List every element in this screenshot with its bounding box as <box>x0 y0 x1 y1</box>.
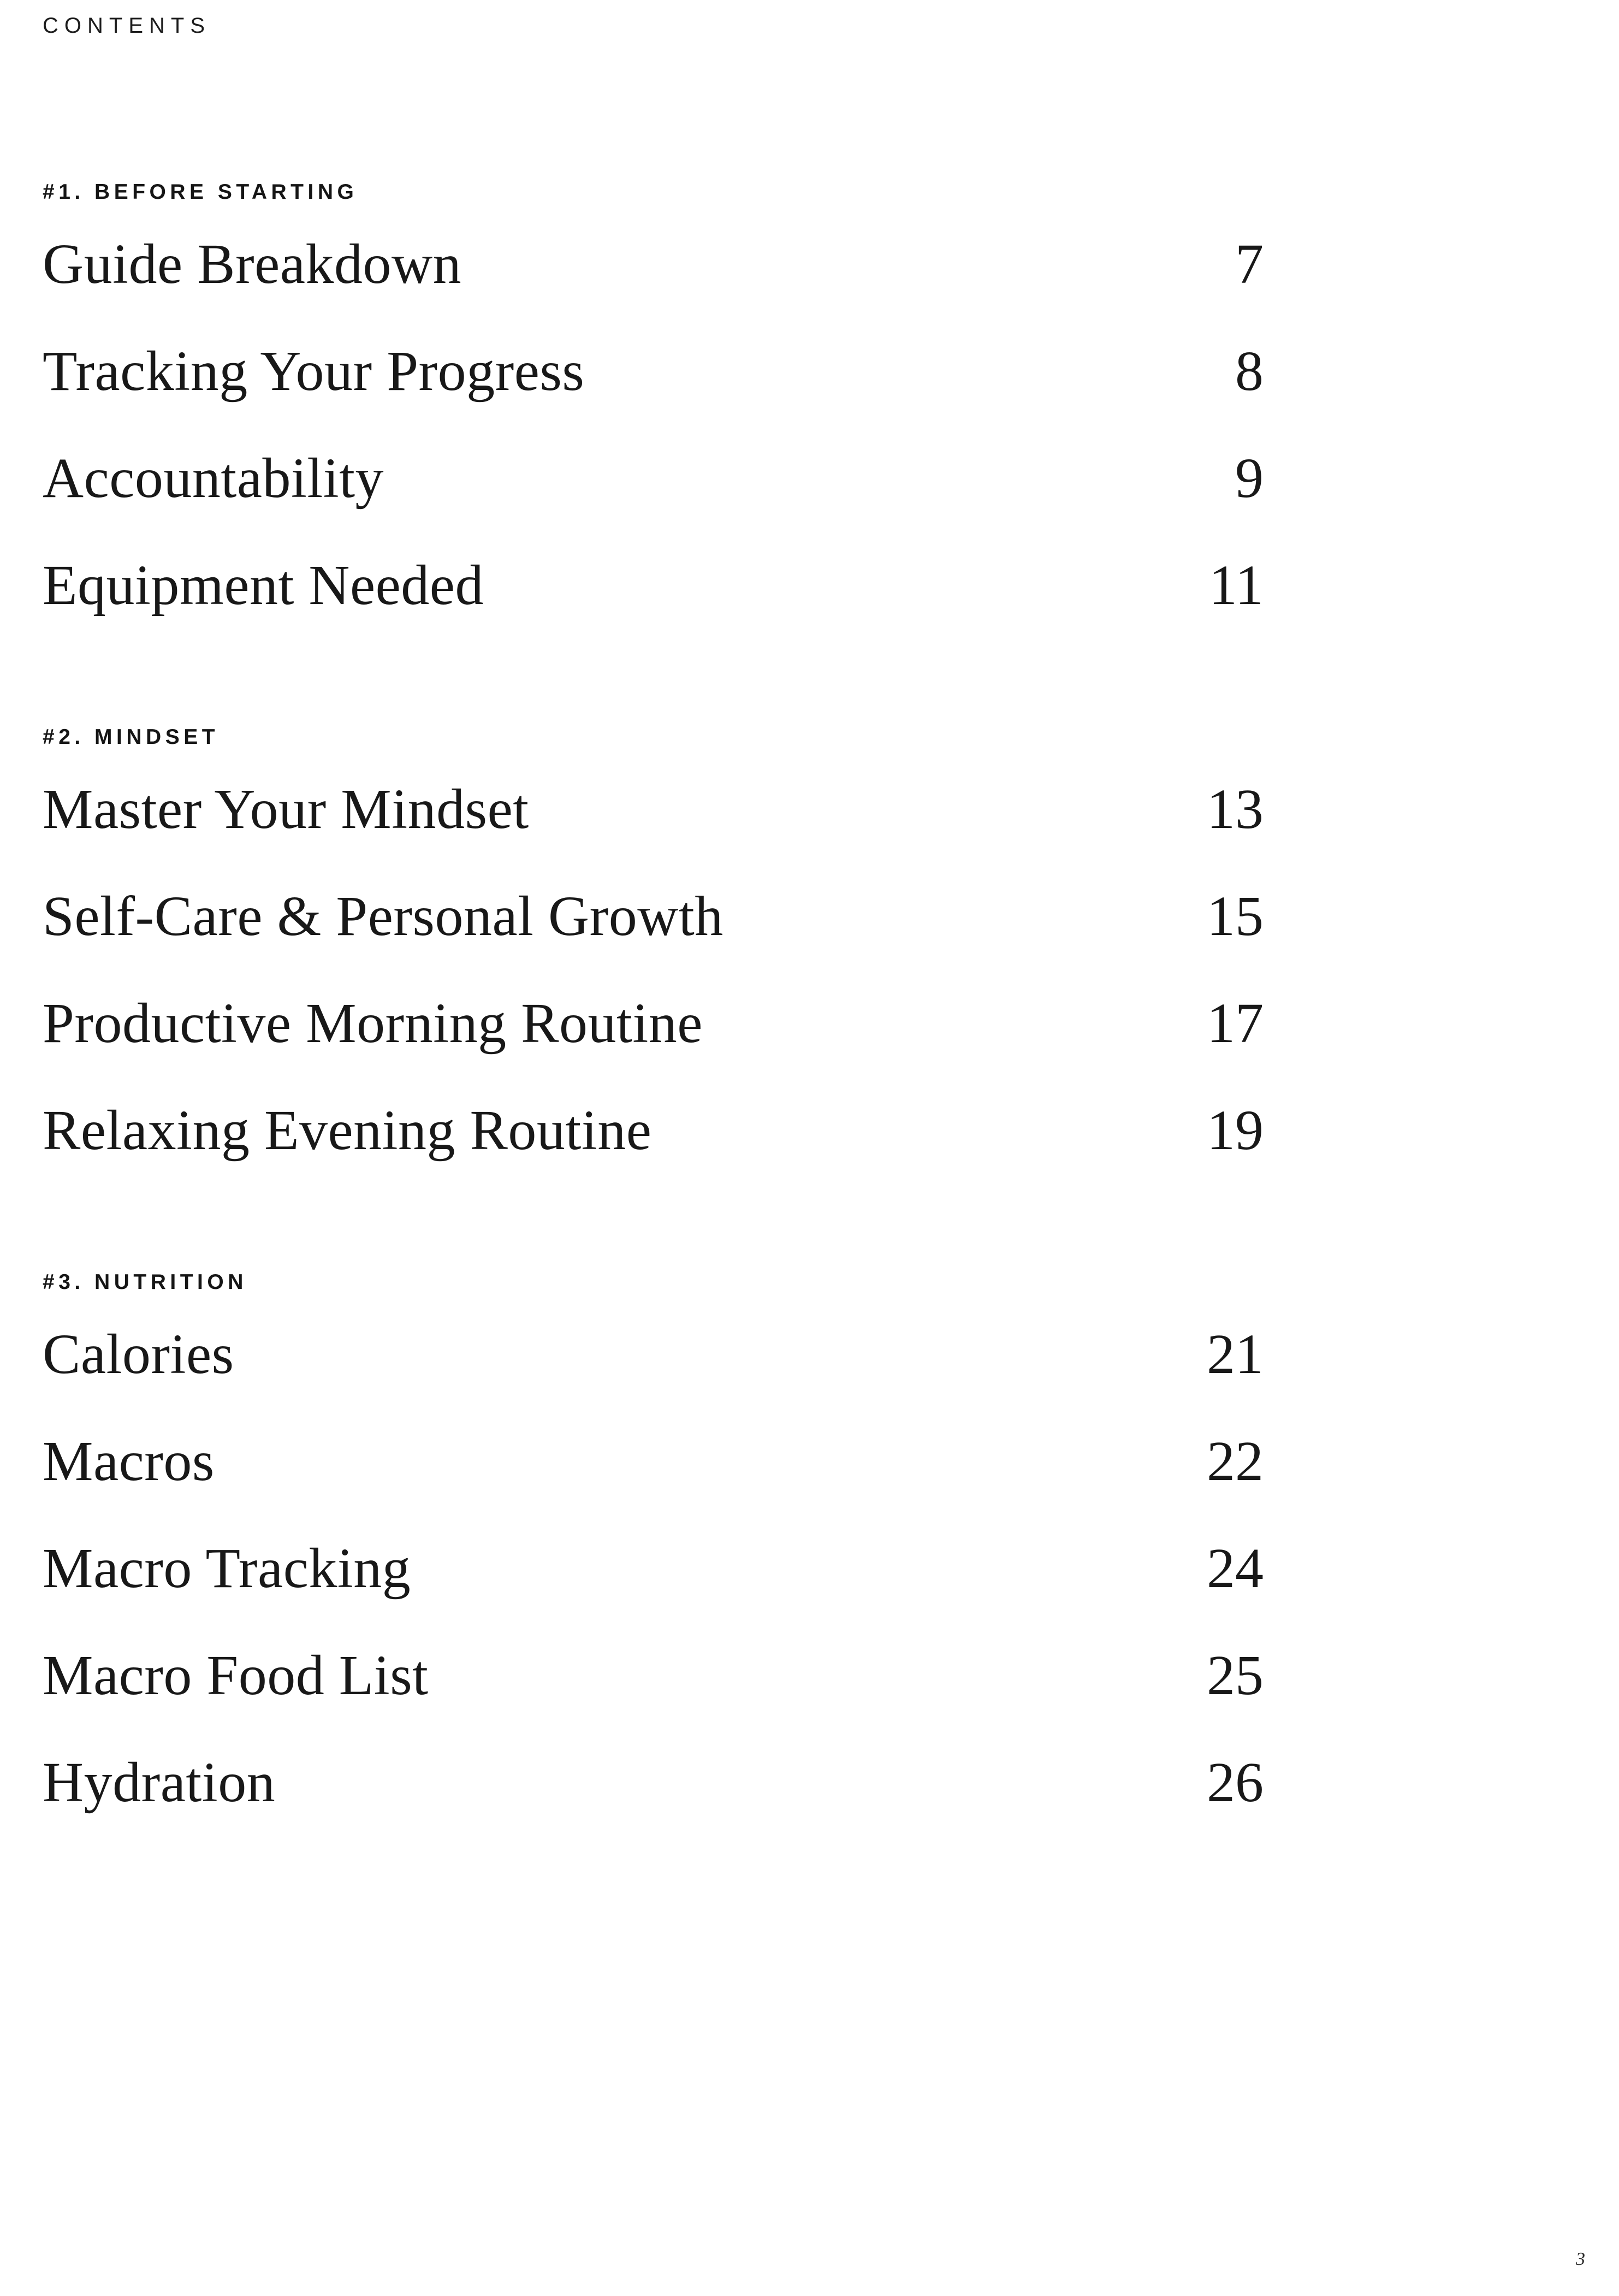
section-heading: #1. BEFORE STARTING <box>43 180 358 204</box>
toc-entry[interactable] <box>43 778 1266 888</box>
toc-entry[interactable] <box>43 1099 1266 1209</box>
toc-entry-page: 21 <box>1207 1323 1264 1386</box>
toc-entry[interactable] <box>43 233 1266 343</box>
toc-entry-title: Productive Morning Routine <box>43 992 703 1055</box>
toc-entry-page: 9 <box>1235 447 1264 510</box>
toc-entry[interactable] <box>43 447 1266 557</box>
toc-entry[interactable] <box>43 1323 1266 1433</box>
toc-entry-title: Tracking Your Progress <box>43 340 585 403</box>
toc-entry-title: Calories <box>43 1323 234 1386</box>
toc-entry-title: Macro Food List <box>43 1644 429 1707</box>
toc-entry-page: 8 <box>1235 340 1264 403</box>
toc-entry-title: Macro Tracking <box>43 1537 411 1600</box>
toc-entry[interactable] <box>43 1751 1266 1861</box>
toc-entry-page: 22 <box>1207 1430 1264 1493</box>
toc-entry[interactable] <box>43 1644 1266 1754</box>
toc-entry-title: Hydration <box>43 1751 276 1814</box>
toc-entry[interactable] <box>43 1537 1266 1647</box>
toc-entry-page: 15 <box>1207 885 1264 948</box>
toc-entry[interactable] <box>43 885 1266 995</box>
toc-sections <box>43 180 1266 1922</box>
toc-entry-title: Guide Breakdown <box>43 233 462 295</box>
toc-entry-page: 11 <box>1208 554 1264 617</box>
toc-section <box>43 725 1266 1209</box>
toc-entry[interactable] <box>43 554 1266 664</box>
toc-entry-page: 19 <box>1207 1099 1264 1162</box>
toc-entry-page: 17 <box>1207 992 1264 1055</box>
toc-entry[interactable] <box>43 1430 1266 1540</box>
toc-entry-page: 26 <box>1207 1751 1264 1814</box>
toc-entry[interactable] <box>43 992 1266 1102</box>
toc-entry-title: Macros <box>43 1430 215 1493</box>
toc-section <box>43 180 1266 664</box>
toc-entry-title: Self-Care & Personal Growth <box>43 885 723 948</box>
toc-entry-title: Master Your Mindset <box>43 778 529 841</box>
toc-entry-title: Relaxing Evening Routine <box>43 1099 652 1162</box>
section-heading: #2. MINDSET <box>43 725 220 749</box>
page-number: 3 <box>1576 2249 1585 2269</box>
toc-section <box>43 1270 1266 1861</box>
toc-entry-page: 24 <box>1207 1537 1264 1600</box>
toc-entry-title: Accountability <box>43 447 384 510</box>
toc-entry-title: Equipment Needed <box>43 554 484 617</box>
toc-entry-page: 7 <box>1235 233 1264 295</box>
page-title: CONTENTS <box>43 14 211 38</box>
section-heading: #3. NUTRITION <box>43 1270 247 1294</box>
toc-entry-page: 25 <box>1207 1644 1264 1707</box>
toc-entry[interactable] <box>43 340 1266 450</box>
toc-entry-page: 13 <box>1207 778 1264 841</box>
